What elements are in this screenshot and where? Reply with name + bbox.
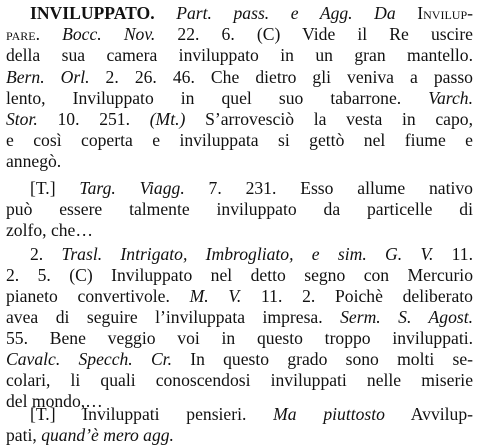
citation-source: Bern. Orl.: [6, 67, 90, 87]
grammar-label: Part. pass. e Agg. Da: [176, 3, 396, 23]
entry-line: [6, 151, 61, 171]
text-segment: pati,: [6, 425, 42, 445]
text-segment: 11.: [433, 244, 474, 264]
entry-line: [6, 109, 473, 129]
usage-note: Ma piuttosto: [273, 404, 385, 424]
etymon: pare.: [6, 24, 40, 44]
entry-line: [6, 370, 473, 390]
entry-line: [30, 3, 473, 23]
citation-source: Stor.: [6, 109, 38, 129]
entry-line: [30, 244, 473, 264]
citation-source: Targ. Viagg.: [79, 178, 185, 198]
entry-line: [6, 307, 473, 327]
text-segment: del mondo,…: [6, 391, 103, 411]
text-segment: 22. 6. (C) Vide il Re uscire: [155, 24, 473, 44]
entry-line: [6, 67, 473, 87]
usage-note: quand’è mero agg.: [41, 425, 174, 445]
entry-line: [6, 45, 473, 65]
text-segment: In questo grado sono molti se-: [171, 349, 474, 369]
editor-mark: [T.]: [30, 178, 80, 198]
citation-source: Varch.: [428, 88, 473, 108]
entry-line: [30, 178, 473, 198]
entry-line: [6, 265, 473, 285]
entry-line: [6, 24, 473, 44]
text-segment: S’arrovesciò la vesta in capo,: [185, 109, 473, 129]
sense-definition: Trasl. Intrigato, Imbrogliato, e sim. G. V.: [61, 244, 434, 264]
text-segment: lento, Inviluppato in quel suo tabarrone.: [6, 88, 429, 108]
etymon: Invilup-: [395, 3, 473, 23]
text-segment: colari, li quali conoscendosi inviluppati nelle miserie: [6, 370, 473, 390]
text-segment: avea di seguire l’inviluppata impresa.: [6, 307, 341, 327]
entry-line: [6, 220, 93, 240]
entry-line: [6, 286, 473, 306]
text-segment: può essere talmente inviluppato da particelle di: [6, 199, 473, 219]
text-segment: Avvilup-: [384, 404, 473, 424]
text-segment: della sua camera inviluppato in un gran mantello.: [6, 45, 473, 65]
text-segment: [155, 3, 177, 23]
entry-line: [6, 199, 473, 219]
citation-note: (Mt.): [149, 109, 186, 129]
entry-line: [6, 88, 473, 108]
text-segment: 55. Bene veggio voi in questo troppo inviluppati.: [6, 328, 473, 348]
text-segment: 11. 2. Poichè deliberato: [241, 286, 473, 306]
text-segment: [40, 24, 62, 44]
entry-line: [30, 404, 473, 424]
entry-line: [6, 425, 174, 445]
headword: INVILUPPATO.: [30, 3, 155, 23]
entry-line: [6, 130, 473, 150]
text-segment: annegò.: [6, 151, 62, 171]
text-segment: 2. 5. (C) Inviluppato nel detto segno con Mercurio: [6, 265, 473, 285]
text-segment: zolfo, che…: [6, 220, 93, 240]
citation-source: M. V.: [189, 286, 242, 306]
text-segment: 7. 231. Esso allume nativo: [184, 178, 473, 198]
entry-line: [6, 349, 473, 369]
text-segment: 10. 251.: [37, 109, 150, 129]
text-segment: e così coperta e inviluppata si gettò nel fiume e: [6, 130, 473, 150]
citation-source: Cavalc. Specch. Cr.: [6, 349, 172, 369]
entry-line: [6, 328, 473, 348]
citation-source: Bocc. Nov.: [62, 24, 156, 44]
text-segment: [T.] Inviluppati pensieri.: [30, 404, 274, 424]
citation-source: Serm. S. Agost.: [340, 307, 473, 327]
text-segment: pianeto convertivole.: [6, 286, 190, 306]
sense-number: 2.: [30, 244, 62, 264]
text-segment: 2. 26. 46. Che dietro gli veniva a passo: [89, 67, 473, 87]
